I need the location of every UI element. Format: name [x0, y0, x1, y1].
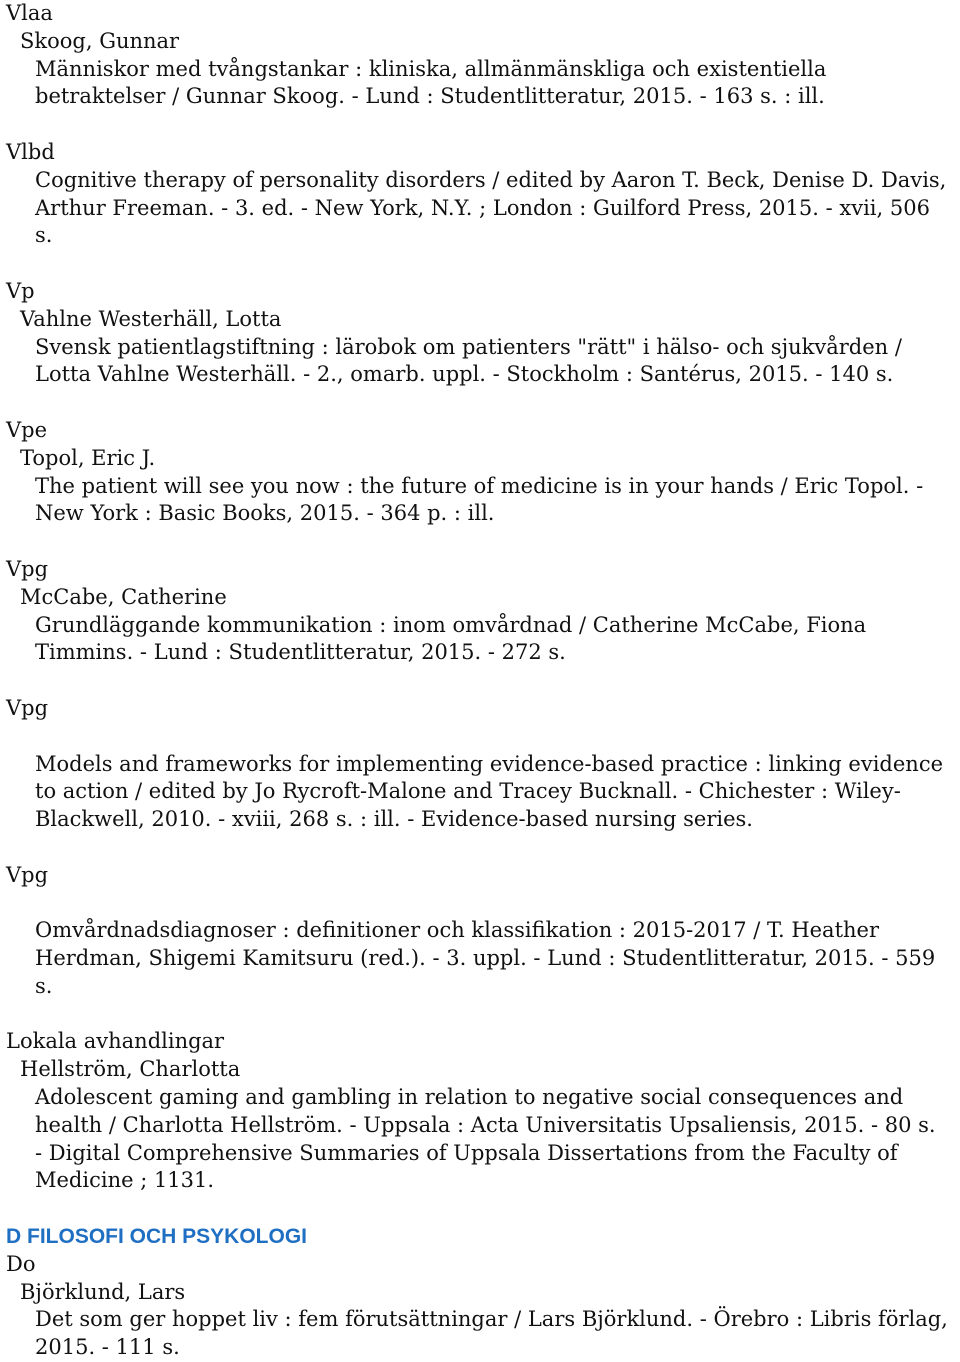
- entry-author: Skoog, Gunnar: [20, 28, 180, 53]
- catalog-page: [6, 0, 956, 1362]
- entry-author: Björklund, Lars: [20, 1279, 186, 1304]
- entry-description-line: Models and frameworks for implementing evidence-based practice : linking evidence: [35, 751, 944, 776]
- empty-author-line: [6, 723, 956, 751]
- classification-code: Vpe: [6, 417, 48, 442]
- classification-code: Vlaa: [6, 1, 53, 25]
- entry-description-line: Medicine ; 1131.: [35, 1168, 215, 1193]
- entry-description-line: s.: [35, 223, 53, 248]
- entry-separator: [6, 111, 956, 139]
- entry-description-line: Herdman, Shigemi Kamitsuru (red.). - 3. uppl. - Lund : Studentlitteratur, 2015. - 559: [35, 946, 936, 971]
- entry-description-line: Timmins. - Lund : Studentlitteratur, 2015. - 272 s.: [35, 640, 566, 665]
- classification-code: Lokala avhandlingar: [6, 1029, 225, 1054]
- entry-separator: [6, 834, 956, 862]
- entry-description-line: The patient will see you now : the future of medicine is in your hands / Eric Topol. -: [35, 473, 924, 498]
- entry-author: McCabe, Catherine: [20, 584, 227, 609]
- section-heading: D FILOSOFI OCH PSYKOLOGI: [6, 1225, 308, 1249]
- entry-description-line: Arthur Freeman. - 3. ed. - New York, N.Y. ; London : Guilford Press, 2015. - xvii, 506: [35, 195, 930, 220]
- entry-description-line: - Digital Comprehensive Summaries of Uppsala Dissertations from the Faculty of: [35, 1140, 898, 1165]
- entry-description-line: New York : Basic Books, 2015. - 364 p. : ill.: [35, 501, 495, 526]
- entry-description-line: Människor med tvångstankar : kliniska, allmänmänskliga och existentiella: [35, 56, 827, 81]
- classification-code: Vpg: [6, 556, 49, 581]
- entry-author: Hellström, Charlotta: [20, 1057, 241, 1082]
- entry-separator: [6, 528, 956, 556]
- classification-code: Vp: [6, 278, 35, 303]
- entry-description-line: Det som ger hoppet liv : fem förutsättningar / Lars Björklund. - Örebro : Libris förlag,: [35, 1307, 948, 1332]
- classification-code: Vpg: [6, 695, 49, 720]
- entry-description-line: s.: [35, 973, 53, 998]
- entry-description-line: Adolescent gaming and gambling in relation to negative social consequences and: [35, 1085, 904, 1110]
- empty-author-line: [6, 890, 956, 918]
- entry-description-line: betraktelser / Gunnar Skoog. - Lund : Studentlitteratur, 2015. - 163 s. : ill.: [35, 84, 825, 109]
- entry-description-line: Omvårdnadsdiagnoser : definitioner och klassifikation : 2015-2017 / T. Heather: [35, 918, 880, 943]
- entry-description-line: to action / edited by Jo Rycroft-Malone and Tracey Bucknall. - Chichester : Wiley-: [35, 779, 901, 804]
- entry-separator: [6, 667, 956, 695]
- classification-code: Vpg: [6, 862, 49, 887]
- entry-separator: [6, 250, 956, 278]
- entry-description-line: health / Charlotta Hellström. - Uppsala : Acta Universitatis Upsaliensis, 2015. - 80 s.: [35, 1112, 936, 1137]
- entry-description-line: Lotta Vahlne Westerhäll. - 2., omarb. uppl. - Stockholm : Santérus, 2015. - 140 s.: [35, 362, 894, 387]
- entry-author: Topol, Eric J.: [20, 445, 156, 470]
- entry-author: Vahlne Westerhäll, Lotta: [20, 306, 282, 331]
- classification-code: Vlbd: [6, 139, 55, 164]
- entry-separator: [6, 1001, 956, 1029]
- entry-description-line: Blackwell, 2010. - xviii, 268 s. : ill. - Evidence-based nursing series.: [35, 807, 753, 832]
- entry-separator: [6, 389, 956, 417]
- entry-description-line: Svensk patientlagstiftning : lärobok om patienters "rätt" i hälso- och sjukvården /: [35, 334, 902, 359]
- classification-code: Do: [6, 1251, 36, 1276]
- entry-description-line: Cognitive therapy of personality disorders / edited by Aaron T. Beck, Denise D. Davis,: [35, 167, 947, 192]
- entry-separator: [6, 1195, 956, 1223]
- entry-description-line: 2015. - 111 s.: [35, 1335, 180, 1360]
- entry-description-line: Grundläggande kommunikation : inom omvårdnad / Catherine McCabe, Fiona: [35, 612, 867, 637]
